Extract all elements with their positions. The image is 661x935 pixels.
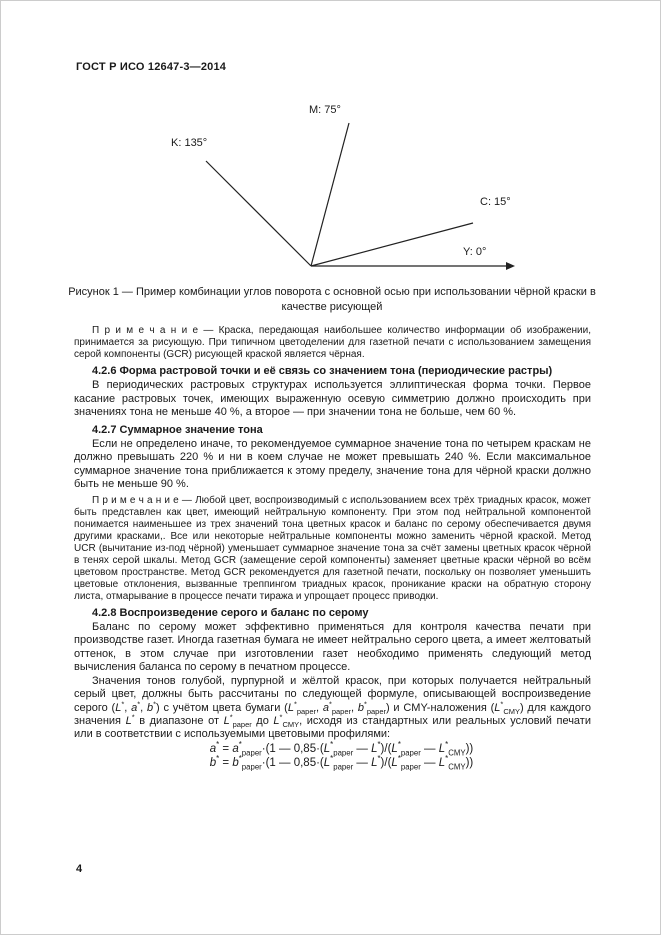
label-k: K: 135° [171,137,208,149]
k-angle-line [206,161,311,266]
formula-b-star: $b^* = b^*_{paper}\cdot(1$ — $0,85\cdot(L^*_{paper}$ — $L^*)/(L^*_{paper}$ — $L^*_{CMY}$)) [209,753,474,772]
label-y: Y: 0° [463,246,487,258]
formula-a-star: $a^* = a^*_{paper}\cdot(1$ — $0,85\cdot(L^*_{paper}$ — $L^*)/(L^*_{paper}$ — $L^*_{CMY}$)) [209,739,474,758]
body-content [74,322,591,770]
paragraph-4-2-6: В периодических растровых структурах используется эллиптическая форма точки. Первое касание растровых точек, имеющих выраженную осевую симметрию должно происходить при значениях тона не меньше 40 %, а второе — при значении тона не больше, чем 60 %. [74,379,591,419]
c-angle-line [311,223,473,266]
screen-angles-diagram [1,96,661,282]
label-c: C: 15° [480,196,511,208]
figure-caption: Рисунок 1 — Пример комбинации углов поворота с основной осью при использовании чёрной краски в качестве рисующей [68,286,596,313]
paragraph-4-2-8-b: Значения тонов голубой, пурпурной и жёлтой красок, при которых получается нейтральный серый цвет, должны быть рассчитаны по следующей формуле, описывающей воспроизведение серого (L*, a*, b*) с учётом цвета бумаги ($L^*_{paper}$, $a^*_{paper}$, $b^*_{paper}$) и CMY-наложения $(L^*_{CMY})$ для каждого значения L* в диапазоне от $L^*_{paper}$ до $L^*_{CMY}$, исходя из стандартных или реальных условий печати или в соответствии с используемыми цветовыми профилями: [74,674,591,741]
figure-1-diagram [1,96,661,282]
y-axis-arrowhead-icon [506,262,515,270]
section-heading-4-2-8: 4.2.8 Воспроизведение серого и баланс по серому [92,606,369,619]
page-number: 4 [76,863,83,875]
paragraph-4-2-7: Если не определено иначе, то рекомендуемое суммарное значение тона по четырем краскам не должно превышать 220 % и ни в коем случае не может превышать 240 %. Если максимальное суммарное значение тона приближается к этому пределу, значение тона для чёрной краски должно быть не меньше 90 %. [74,438,591,491]
note-paragraph-1: П р и м е ч а н и е — Краска, передающая наибольшее количество информации об изображении, принимается за рисующую. При типичном цветоделении для газетной печати с использованием замещения серой компоненты (GCR) рисующей краской является чёрная. [74,325,591,360]
label-m: M: 75° [309,104,341,116]
m-angle-line [311,123,349,266]
paragraph-4-2-8-a: Баланс по серому может эффективно применяться для контроля качества печати при производстве газет. Иногда газетная бумага не имеет нейтрально серого цвета, а имеет желтоватый оттенок, в этом случае при изготовлении газет необходимо применять следующий метод вычисления баланса по серому в печатном процессе. [74,621,591,674]
note-paragraph-2: П р и м е ч а н и е — Любой цвет, воспроизводимый с использованием всех трёх триадных красок, может быть представлен как цвет, имеющий нейтральную компоненту. При этом под нейтральной компонентой понимается наименьшее из трех значений тона цветных красок и баланс по серому обеспечивается двумя другими красками,. Все или некоторые нейтральные компоненты можно заменить чёрной краской. Метод UCR (вычитание из-под чёрной) уменьшает суммарное значение тона за счёт замены цветных красок чёрной в тенях серой шкалы. Метод GCR (замещение серой компоненты) заменяет цветные краски чёрной во всём цветовом пространстве. Метод GCR рекомендуется для газетной печати, поскольку он позволяет уменьшить цветовые отклонения, вызванные треппингом триадных красок, проникание краски на обратную сторону листа, отмарывание в процессе печати тиража и упрощает процесс приводки. [74,494,591,602]
section-heading-4-2-6: 4.2.6 Форма растровой точки и её связь со значением тона (периодические растры) [92,365,553,377]
section-heading-4-2-7: 4.2.7 Суммарное значение тона [92,423,263,436]
running-header: ГОСТ Р ИСО 12647-3—2014 [76,61,227,73]
